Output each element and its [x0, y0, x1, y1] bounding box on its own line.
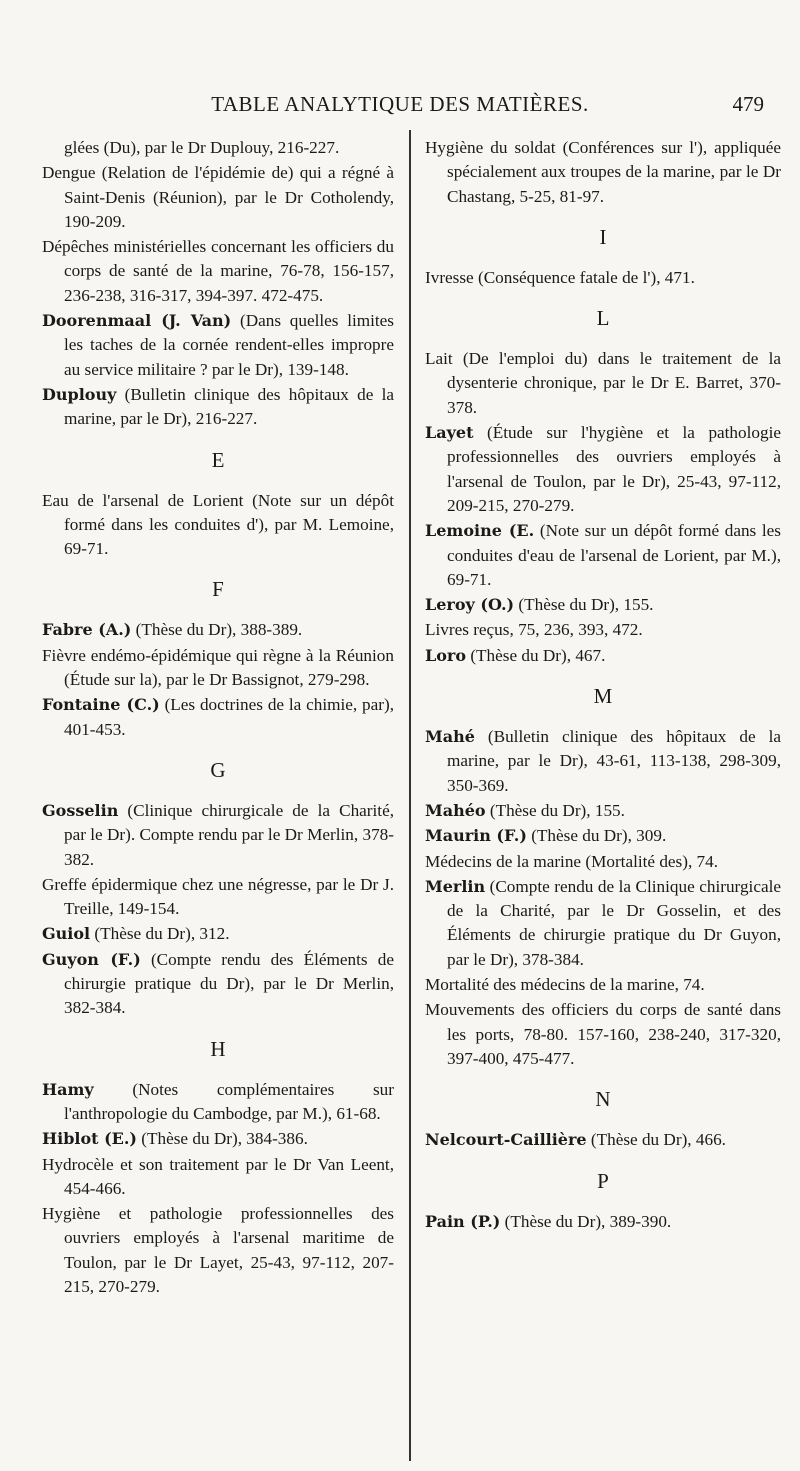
section-letter: F	[212, 577, 224, 602]
index-entry	[425, 136, 781, 209]
entry-text: (Thèse du Dr), 312.	[90, 924, 230, 944]
entry-heading: Duplouy	[42, 384, 117, 404]
entry-heading: Maurin (F.)	[425, 826, 527, 846]
entry-text: Médecins de la marine (Mortalité des), 74.	[425, 851, 719, 871]
index-entry	[425, 875, 781, 972]
entry-heading: Gosselin	[42, 800, 119, 820]
index-entry	[42, 1078, 394, 1127]
entry-text: (Bulletin clinique des hôpitaux de la marine, par le Dr), 43-61, 113-138, 298-309, 350-369.	[447, 727, 781, 795]
entry-text: Mouvements des officiers du corps de santé dans les ports, 78-80. 157-160, 238-240, 317-320, 397-400, 475-477.	[425, 1000, 781, 1068]
index-entry	[42, 618, 394, 642]
right-column	[425, 136, 781, 1235]
entry-heading: Merlin	[425, 876, 486, 896]
entry-text: Dengue (Relation de l'épidémie de) qui a régné à Saint-Denis (Réunion), par le Dr Cotholendy, 190-209.	[42, 163, 394, 231]
index-entry	[42, 693, 394, 742]
index-entry	[42, 948, 394, 1021]
page-title: TABLE ANALYTIQUE DES MATIÈRES.	[211, 92, 589, 116]
entry-heading: Fontaine (C.)	[42, 695, 160, 715]
entry-text: (Clinique chirurgicale de la Charité, par le Dr). Compte rendu par le Dr Merlin, 378-382.	[64, 800, 394, 869]
entry-heading: Mahéo	[425, 800, 486, 820]
entry-heading: Mahé	[425, 727, 475, 747]
section-letter: E	[211, 447, 225, 472]
index-entry	[425, 725, 781, 798]
index-entry	[42, 489, 394, 562]
entry-text: Lait (De l'emploi du) dans le traitement de la dysenterie chronique, par le Dr E. Barret, 370-378.	[425, 349, 781, 417]
entry-heading: Loro	[425, 645, 467, 665]
entry-text: Hydrocèle et son traitement par le Dr Van Leent, 454-466.	[42, 1154, 394, 1198]
index-entry	[42, 873, 394, 922]
entry-text: (Les doctrines de la chimie, par), 401-453.	[64, 695, 395, 739]
entry-heading: Lemoine (E.	[425, 521, 535, 541]
entry-heading: Hamy	[42, 1079, 94, 1099]
entry-text: (Note sur un dépôt formé dans les conduites d'eau de l'arsenal de Lorient, par M.), 69-71.	[447, 521, 781, 589]
index-entry	[42, 1127, 394, 1151]
index-entry	[425, 266, 781, 290]
index-entry	[425, 347, 781, 420]
section-letter: M	[593, 684, 613, 709]
entry-text: glées (Du), par le Dr Duplouy, 216-227.	[64, 138, 340, 157]
index-entry	[42, 235, 394, 308]
entry-heading: Guiol	[42, 924, 91, 944]
index-entry	[425, 421, 781, 518]
entry-heading: Fabre (A.)	[42, 620, 132, 640]
entry-text: Greffe épidermique chez une négresse, par le Dr J. Treille, 149-154.	[42, 874, 394, 919]
entry-text: Livres reçus, 75, 236, 393, 472.	[425, 620, 643, 640]
index-entry	[425, 1210, 781, 1234]
entry-heading: Leroy (O.)	[425, 595, 515, 615]
entry-text: (Thèse du Dr), 466.	[586, 1130, 726, 1150]
index-entry	[425, 973, 781, 997]
index-entry	[425, 824, 781, 848]
entry-text: Mortalité des médecins de la marine, 74.	[425, 975, 705, 995]
column-divider	[409, 130, 411, 1461]
index-entry	[42, 1153, 394, 1202]
index-entry	[42, 309, 394, 382]
section-letter: N	[595, 1087, 611, 1112]
entry-text: Hygiène du soldat (Conférences sur l'), appliquée spécialement aux troupes de la marine, par le Dr Chastang, 5-25, 81-97.	[425, 138, 781, 206]
entry-text: (Bulletin clinique des hôpitaux de la marine, par le Dr), 216-227.	[64, 384, 394, 429]
entry-text: (Thèse du Dr), 467.	[466, 645, 606, 665]
entry-text: Hygiène et pathologie professionnelles des ouvriers employés à l'arsenal maritime de Toulon, par le Dr Layet, 25-43, 97-112, 207-215, 270-279.	[42, 1204, 394, 1296]
index-entry	[425, 998, 781, 1071]
index-entry	[42, 799, 394, 872]
index-entry	[425, 519, 781, 592]
left-column	[42, 136, 394, 1300]
entry-text: (Étude sur l'hygiène et la pathologie professionnelles des ouvriers employés à l'arsenal de Toulon, par le Dr), 25-43, 97-112, 209-215, 270-279.	[447, 423, 781, 515]
index-entry	[425, 1128, 781, 1152]
section-letter: I	[599, 224, 607, 249]
entry-heading: Nelcourt-Caillière	[425, 1130, 587, 1150]
section-letter: P	[597, 1168, 609, 1193]
index-entry	[425, 644, 781, 668]
index-entry	[42, 161, 394, 234]
index-entry	[425, 618, 781, 642]
entry-heading: Doorenmaal (J. Van)	[42, 311, 232, 331]
index-entry	[42, 383, 394, 432]
entry-heading: Pain (P.)	[425, 1211, 501, 1231]
page-number: 479	[732, 92, 764, 116]
entry-text: (Thèse du Dr), 388-389.	[131, 620, 303, 640]
index-entry	[42, 644, 394, 693]
running-head	[0, 92, 800, 122]
index-entry	[425, 799, 781, 823]
entry-text: (Thèse du Dr), 155.	[514, 595, 654, 615]
entry-text: Eau de l'arsenal de Lorient (Note sur un dépôt formé dans les conduites d'), par M. Lemoine, 69-71.	[42, 490, 394, 559]
index-entry	[42, 136, 394, 160]
entry-text: (Dans quelles limites les taches de la cornée rendent-elles impropre au service militaire ? par le Dr), 139-148.	[64, 311, 394, 379]
index-entry	[42, 922, 394, 946]
entry-text: (Compte rendu de la Clinique chirurgicale de la Charité, par le Dr Gosselin, et des Éléments de chirurgie pratique du Dr Guyon, par le Dr), 378-384.	[447, 876, 781, 969]
entry-text: (Thèse du Dr), 384-386.	[137, 1129, 308, 1149]
index-entry	[425, 850, 781, 874]
entry-text: (Thèse du Dr), 309.	[526, 826, 667, 846]
entry-text: Ivresse (Conséquence fatale de l'), 471.	[425, 267, 695, 287]
entry-heading: Layet	[425, 423, 474, 443]
index-entry	[42, 1202, 394, 1299]
index-entry	[425, 593, 781, 617]
section-letter: H	[210, 1036, 226, 1061]
entry-heading: Guyon (F.)	[42, 949, 141, 969]
section-letter: L	[596, 306, 610, 331]
entry-text: Dépêches ministérielles concernant les officiers du corps de santé de la marine, 76-78, 156-157, 236-238, 316-317, 394-397. 472-475.	[42, 237, 394, 305]
entry-text: (Thèse du Dr), 155.	[485, 800, 625, 820]
entry-text: Fièvre endémo-épidémique qui règne à la Réunion (Étude sur la), par le Dr Bassignot, 279-298.	[42, 645, 394, 690]
section-letter: G	[210, 757, 226, 782]
entry-text: (Compte rendu des Éléments de chirurgie pratique du Dr), par le Dr Merlin, 382-384.	[64, 949, 394, 1018]
entry-text: (Thèse du Dr), 389-390.	[500, 1211, 672, 1231]
entry-heading: Hiblot (E.)	[42, 1129, 137, 1149]
entry-text: (Notes complémentaires sur l'anthropologie du Cambodge, par M.), 61-68.	[64, 1079, 394, 1123]
